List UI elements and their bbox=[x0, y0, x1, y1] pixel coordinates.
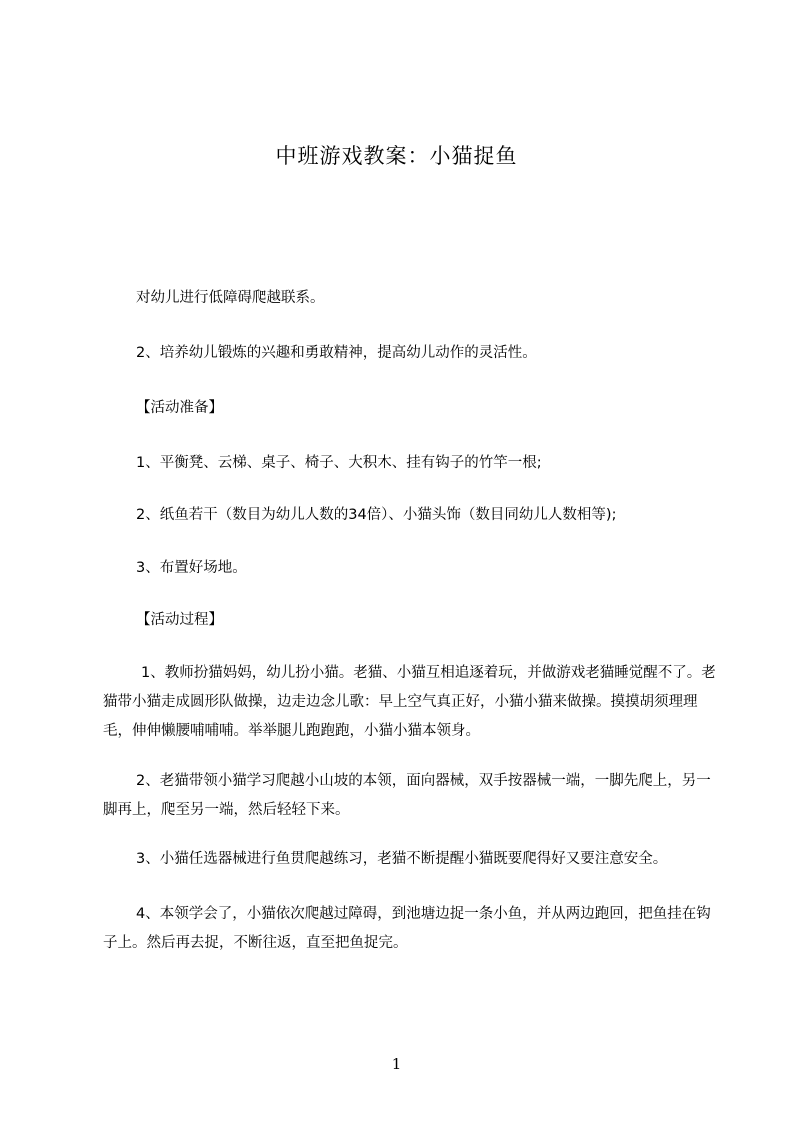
page-number: 1 bbox=[391, 1055, 402, 1073]
paragraph-3: 1、平衡凳、云梯、桌子、椅子、大积木、挂有钩子的竹竿一根; bbox=[136, 455, 542, 471]
section-heading-process: 【活动过程】 bbox=[136, 612, 223, 628]
document-title: 中班游戏教案：小猫捉鱼 bbox=[275, 144, 518, 168]
paragraph-4: 2、纸鱼若干（数目为幼儿人数的34倍）、小猫头饰（数目同幼儿人数相等); bbox=[136, 507, 617, 523]
paragraph-7: 2、老猫带领小猫学习爬越小山坡的本领，面向器械，双手按器械一端，一脚先爬上，另一脚再上，爬至另一端，然后轻轻下来。 bbox=[103, 773, 711, 818]
paragraph-5: 3、布置好场地。 bbox=[136, 560, 247, 576]
paragraph-2: 2、培养幼儿锻炼的兴趣和勇敢精神，提高幼儿动作的灵活性。 bbox=[136, 345, 537, 361]
paragraph-8: 3、小猫任选器械进行鱼贯爬越练习，老猫不断提醒小猫既要爬得好又要注意安全。 bbox=[136, 851, 668, 867]
paragraph-6: 1、教师扮猫妈妈，幼儿扮小猫。老猫、小猫互相追逐着玩，并做游戏老猫睡觉醒不了。老猫带小猫走成圆形队做操，边走边念儿歌：早上空气真正好，小猫小猫来做操。摸摸胡须理理毛，伸伸懒腰哺哺哺。举举腿儿跑跑跑，小猫小猫本领身。 bbox=[103, 665, 716, 739]
paragraph-9: 4、本领学会了，小猫依次爬越过障碍，到池塘边捉一条小鱼，并从两边跑回，把鱼挂在钩子上。然后再去捉，不断往返，直至把鱼捉完。 bbox=[103, 906, 711, 951]
paragraph-1: 对幼儿进行低障碍爬越联系。 bbox=[136, 290, 325, 306]
section-heading-preparation: 【活动准备】 bbox=[136, 400, 223, 416]
